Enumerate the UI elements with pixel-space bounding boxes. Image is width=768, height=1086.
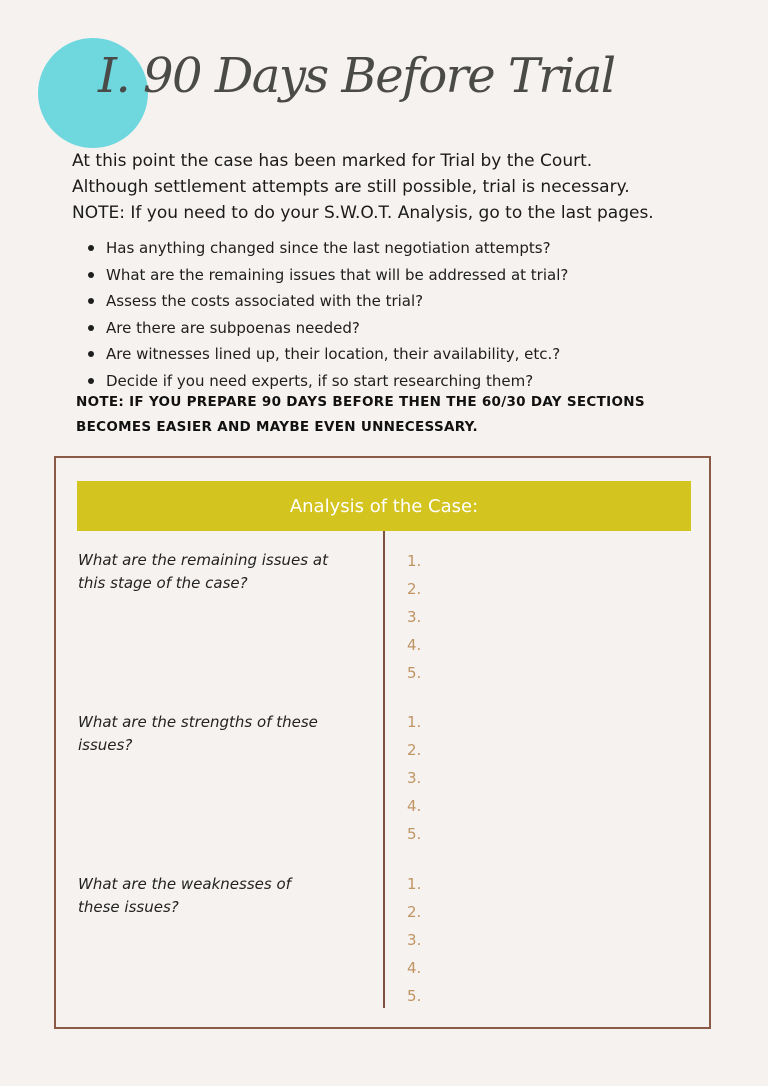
intro-line: NOTE: If you need to do your S.W.O.T. Analysis, go to the last pages.: [72, 203, 654, 223]
answer-line[interactable]: 5.: [407, 987, 422, 1005]
answer-list-strengths: [407, 708, 421, 848]
answer-line[interactable]: 1.: [407, 552, 422, 570]
note-line: BECOMES EASIER AND MAYBE EVEN UNNECESSARY.: [76, 419, 478, 435]
answer-line[interactable]: 1.: [407, 875, 422, 893]
intro-line: Although settlement attempts are still possible, trial is necessary.: [72, 177, 630, 197]
question-line: What are the weaknesses of: [78, 875, 291, 893]
answer-line[interactable]: 4.: [407, 636, 422, 654]
answer-list-remaining-issues: [407, 547, 421, 687]
answer-list-weaknesses: [407, 870, 421, 1010]
question-line: these issues?: [78, 898, 179, 916]
checklist: [88, 235, 728, 394]
intro-paragraph: [72, 148, 712, 226]
question-weaknesses: [78, 873, 358, 919]
checklist-item: Has anything changed since the last negotiation attempts?: [88, 235, 728, 262]
checklist-item: Assess the costs associated with the trial?: [88, 288, 728, 315]
question-line: issues?: [78, 736, 133, 754]
answer-line[interactable]: 2.: [407, 903, 422, 921]
answer-line[interactable]: 1.: [407, 713, 422, 731]
answer-line[interactable]: 2.: [407, 741, 422, 759]
checklist-item: Are witnesses lined up, their location, their availability, etc.?: [88, 341, 728, 368]
column-divider: [383, 531, 385, 1008]
answer-line[interactable]: 3.: [407, 608, 422, 626]
checklist-item: Decide if you need experts, if so start researching them?: [88, 368, 728, 395]
answer-line[interactable]: 3.: [407, 769, 422, 787]
checklist-item: Are there are subpoenas needed?: [88, 315, 728, 342]
question-line: What are the remaining issues at: [78, 551, 328, 569]
question-line: What are the strengths of these: [78, 713, 318, 731]
analysis-heading: Analysis of the Case:: [77, 481, 691, 531]
note-block: [76, 390, 716, 440]
answer-line[interactable]: 5.: [407, 825, 422, 843]
answer-line[interactable]: 5.: [407, 664, 422, 682]
question-remaining-issues: [78, 549, 358, 595]
checklist-item: What are the remaining issues that will be addressed at trial?: [88, 262, 728, 289]
question-line: this stage of the case?: [78, 574, 248, 592]
answer-line[interactable]: 4.: [407, 797, 422, 815]
answer-line[interactable]: 3.: [407, 931, 422, 949]
answer-line[interactable]: 2.: [407, 580, 422, 598]
note-line: NOTE: IF YOU PREPARE 90 DAYS BEFORE THEN THE 60/30 DAY SECTIONS: [76, 394, 645, 410]
question-strengths: [78, 711, 358, 757]
answer-line[interactable]: 4.: [407, 959, 422, 977]
page-title: I. 90 Days Before Trial: [98, 48, 615, 104]
intro-line: At this point the case has been marked for Trial by the Court.: [72, 151, 593, 171]
